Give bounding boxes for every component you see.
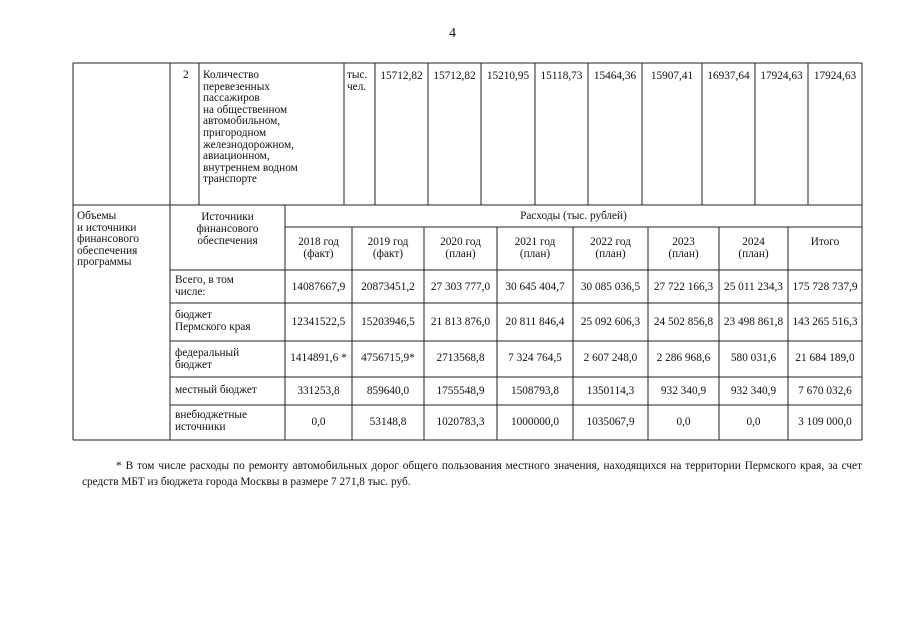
indicator-value-2026: 17924,63 <box>813 70 857 82</box>
cell-total-2023: 27 722 166,3 <box>653 281 714 293</box>
page-number: 4 <box>449 26 456 41</box>
indicator-value-2024: 16937,64 <box>707 70 750 82</box>
column-header-2018: 2018 год (факт) <box>298 236 339 260</box>
indicator-value-2022: 15464,36 <box>593 70 637 82</box>
column-header-2023: 2023 (план) <box>668 236 699 260</box>
cell-extra-2023: 0,0 <box>676 416 691 428</box>
cell-total-2024: 25 011 234,3 <box>724 281 783 293</box>
column-header-2019: 2019 год (факт) <box>367 236 409 260</box>
indicator-unit: тыс. чел. <box>347 69 368 93</box>
cell-extra-2024: 0,0 <box>746 416 761 428</box>
cell-local-2019: 859640,0 <box>366 385 410 397</box>
cell-perm-2018: 12341522,5 <box>291 316 346 328</box>
row-label-total: Всего, в том числе: <box>175 274 234 298</box>
cell-federal-2019: 4756715,9* <box>361 352 415 364</box>
row-label-extrabudgetary: внебюджетные источники <box>175 409 248 433</box>
cell-total-sum: 175 728 737,9 <box>792 281 858 293</box>
cell-local-2018: 331253,8 <box>297 385 340 397</box>
cell-total-2021: 30 645 404,7 <box>505 281 565 293</box>
cell-local-sum: 7 670 032,6 <box>798 385 852 397</box>
cell-local-2024: 932 340,9 <box>730 385 777 397</box>
column-header-2024: 2024 (план) <box>738 236 769 260</box>
cell-perm-2019: 15203946,5 <box>361 316 415 328</box>
cell-perm-2023: 24 502 856,8 <box>653 316 714 328</box>
finance-section-label: Объемы и источники финансового обеспечения программы <box>77 210 140 269</box>
cell-extra-2019: 53148,8 <box>369 416 407 428</box>
indicator-value-2020: 15210,95 <box>486 70 530 82</box>
cell-federal-2022: 2 607 248,0 <box>583 352 638 364</box>
cell-federal-2018: 1414891,6 * <box>290 352 347 364</box>
cell-local-2021: 1508793,8 <box>510 385 559 397</box>
row-label-perm-budget: бюджет Пермского края <box>175 309 251 333</box>
row-label-federal-budget: федеральный бюджет <box>175 347 240 371</box>
column-header-2021: 2021 год (план) <box>514 236 556 260</box>
cell-local-2022: 1350114,3 <box>586 385 635 397</box>
column-header-2020: 2020 год (план) <box>440 236 481 260</box>
cell-federal-2020: 2713568,8 <box>436 352 485 364</box>
cell-total-2019: 20873451,2 <box>361 281 415 293</box>
column-header-total: Итого <box>810 236 840 248</box>
cell-extra-2020: 1020783,3 <box>436 416 485 428</box>
column-header-2022: 2022 год (план) <box>590 236 631 260</box>
cell-extra-sum: 3 109 000,0 <box>798 416 852 428</box>
indicator-value-2019: 15712,82 <box>433 70 476 82</box>
indicator-name: Количество перевезенных пассажиров на общественном автомобильном, пригородном железнодорожном, авиационном, внутреннем водном транспорте <box>203 69 298 186</box>
cell-extra-2022: 1035067,9 <box>586 416 635 428</box>
cell-total-2018: 14087667,9 <box>291 281 346 293</box>
cell-federal-2024: 580 031,6 <box>730 352 777 364</box>
indicator-value-2023: 15907,41 <box>650 70 694 82</box>
indicator-value-2025: 17924,63 <box>760 70 803 82</box>
sources-header: Источники финансового обеспечения <box>196 211 259 247</box>
indicator-value-2021: 15118,73 <box>540 70 583 82</box>
cell-perm-2024: 23 498 861,8 <box>723 316 784 328</box>
cell-perm-2022: 25 092 606,3 <box>580 316 641 328</box>
cell-perm-2021: 20 811 846,4 <box>505 316 565 328</box>
cell-local-2023: 932 340,9 <box>660 385 707 397</box>
cell-extra-2021: 1000000,0 <box>510 416 559 428</box>
cell-total-2020: 27 303 777,0 <box>430 281 491 293</box>
cell-total-2022: 30 085 036,5 <box>580 281 641 293</box>
cell-perm-sum: 143 265 516,3 <box>792 316 858 328</box>
cell-federal-2021: 7 324 764,5 <box>508 352 562 364</box>
cell-perm-2020: 21 813 876,0 <box>430 316 491 328</box>
indicator-number: 2 <box>183 69 189 81</box>
indicator-value-2018: 15712,82 <box>380 70 423 82</box>
expenses-header: Расходы (тыс. рублей) <box>520 210 627 222</box>
cell-extra-2018: 0,0 <box>311 416 326 428</box>
cell-federal-2023: 2 286 968,6 <box>656 352 711 364</box>
row-label-local-budget: местный бюджет <box>175 384 257 396</box>
cell-local-2020: 1755548,9 <box>436 385 485 397</box>
footnote: * В том числе расходы по ремонту автомобильных дорог общего пользования местного значения, находящихся на территории Пермского края, за счет средств МБТ из бюджета города Москвы в размере 7 271,8 тыс. руб. <box>82 460 862 488</box>
cell-federal-sum: 21 684 189,0 <box>795 352 855 364</box>
